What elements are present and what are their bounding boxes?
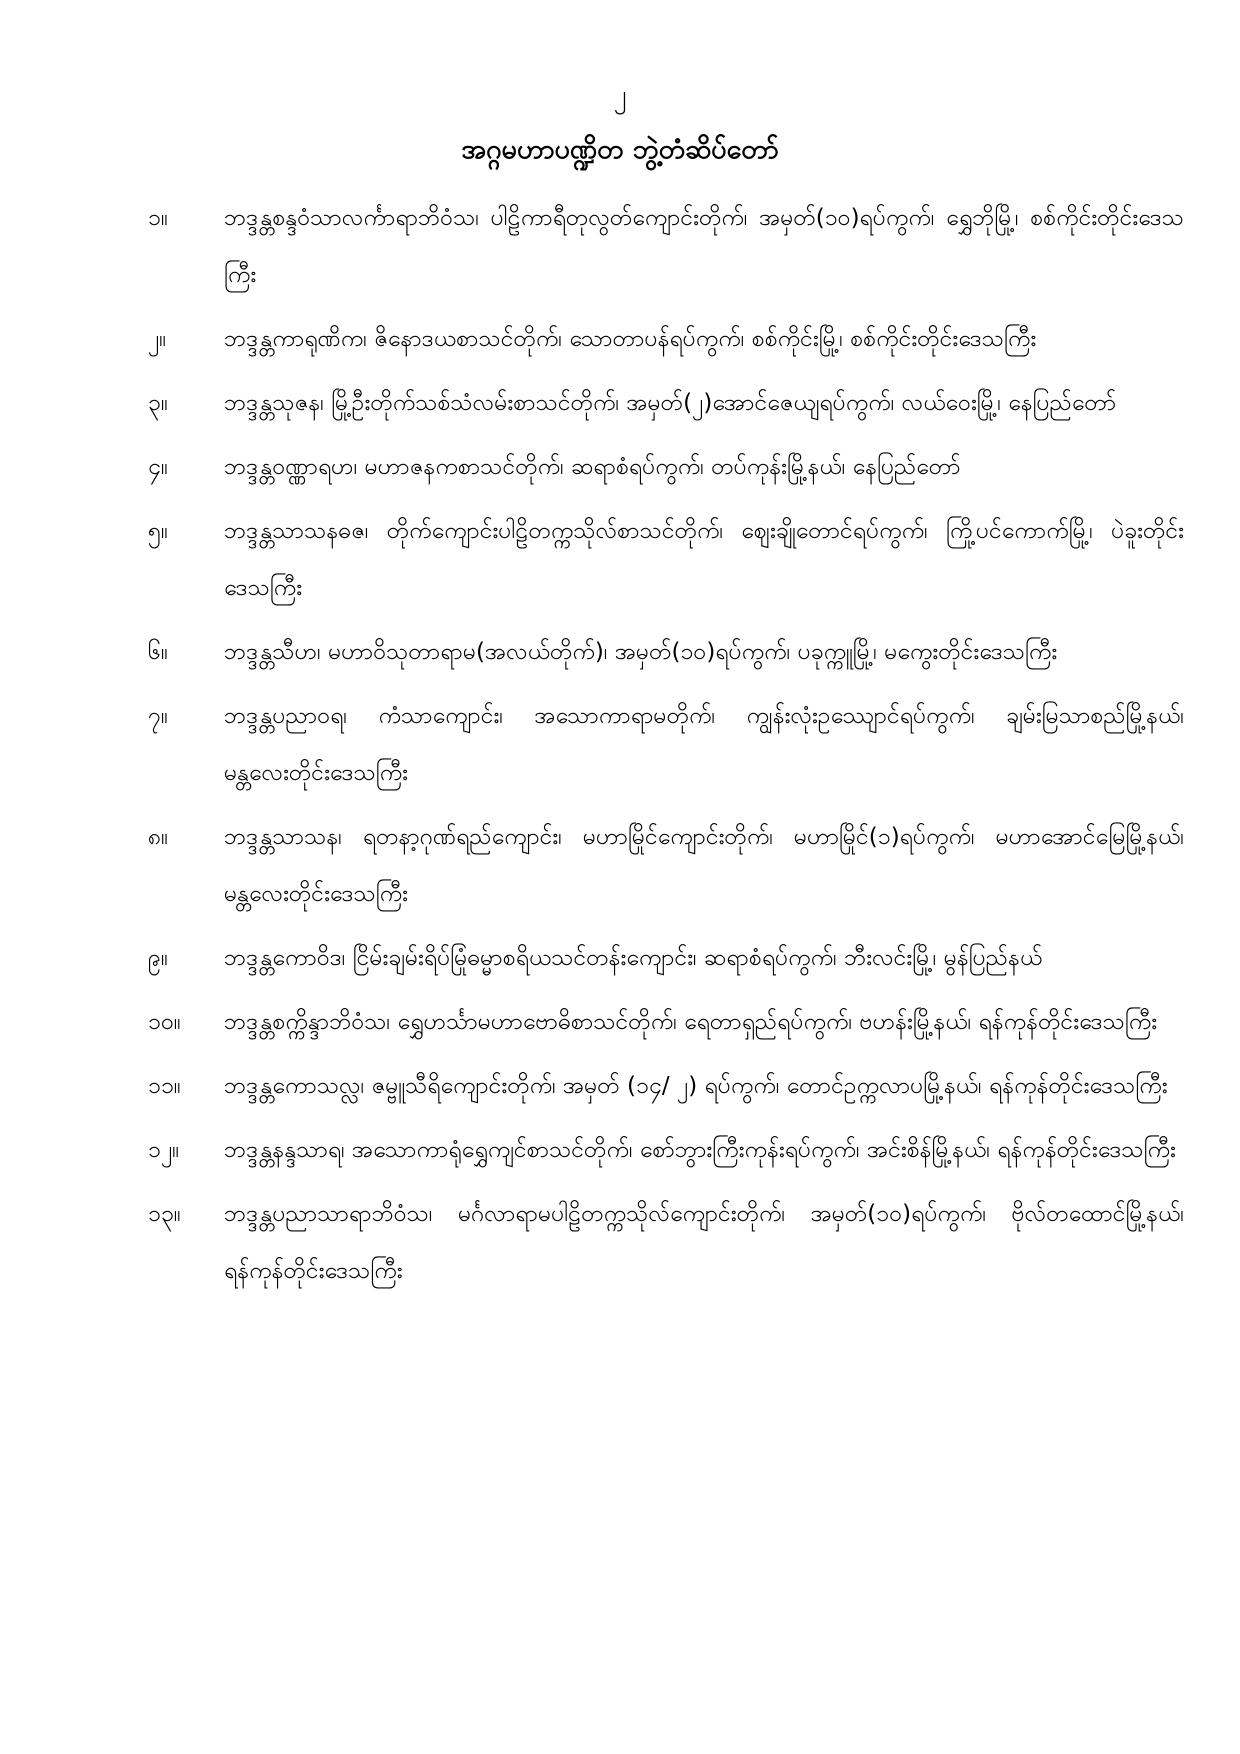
list-item	[0, 809, 1240, 923]
entry-text: ဘဒ္ဒန္တကာရုဏိက၊ ဇိနောဒယစာသင်တိုက်၊ သောတာပန်ရပ်ကွက်၊ စစ်ကိုင်းမြို့၊ စစ်ကိုင်းတိုင်းဒေသကြီး	[224, 326, 1037, 352]
entry-number: ၄။	[148, 454, 168, 480]
entry-text: ဘဒ္ဒန္တပညာဝရ၊ ကံသာကျောင်း၊ အသောကာရာမတိုက်၊ ကျွန်းလုံးဥဿျောင်ရပ်ကွက်၊ ချမ်းမြသာစည်မြို့နယ်၊ မန္တလေးတိုင်းဒေသကြီး	[224, 703, 1184, 786]
entry-text: ဘဒ္ဒန္တသာသန၊ ရတနာ့ဂုဏ်ရည်ကျောင်း၊ မဟာမြိုင်ကျောင်းတိုက်၊ မဟာမြိုင်(၁)ရပ်ကွက်၊ မဟာအောင်မြေမြို့နယ်၊ မန္တလေးတိုင်းဒေသကြီး	[224, 824, 1184, 907]
entry-text: ဘဒ္ဒန္တကောသလ္လ၊ ဇမ္ဗူသီရိကျောင်းတိုက်၊ အမှတ် (၁၄/ ၂) ရပ်ကွက်၊ တောင်ဥက္ကလာပမြို့နယ်၊ ရန်ကုန်တိုင်းဒေသကြီး	[224, 1073, 1168, 1099]
entry-text: ဘဒ္ဒန္တကောဝိဒ၊ ငြိမ်းချမ်းရိပ်မြုံဓမ္မာစရိယသင်တန်းကျောင်း၊ ဆရာစံရပ်ကွက်၊ ဘီးလင်းမြို့၊ မွန်ပြည်နယ်	[224, 945, 1043, 971]
list-item	[0, 190, 1240, 304]
list-item	[0, 503, 1240, 617]
list-item	[0, 994, 1240, 1051]
entry-number: ၉။	[148, 945, 168, 971]
list-item	[0, 439, 1240, 496]
list-item	[0, 1186, 1240, 1300]
entry-text: ဘဒ္ဒန္တသာသနဓဇ၊ တိုက်ကျောင်းပါဠိတက္ကသိုလ်စာသင်တိုက်၊ ဈေးချိုတောင်ရပ်ကွက်၊ ကြို့ပင်ကောက်မြို့၊ ပဲခူးတိုင်းဒေသကြီး	[224, 518, 1184, 601]
list-item	[0, 375, 1240, 432]
entry-text: ဘဒ္ဒန္တဝဏ္ဏာရဟ၊ မဟာဇနကစာသင်တိုက်၊ ဆရာစံရပ်ကွက်၊ တပ်ကုန်းမြို့နယ်၊ နေပြည်တော်	[224, 454, 961, 480]
entry-text: ဘဒ္ဒန္တသီဟ၊ မဟာဝိသုတာရာမ(အလယ်တိုက်)၊ အမှတ်(၁၀)ရပ်ကွက်၊ ပခုက္ကူမြို့၊ မကွေးတိုင်းဒေသကြီး	[224, 639, 1058, 665]
entry-number: ၁။	[148, 205, 168, 231]
honoree-list	[0, 190, 1240, 1307]
entry-number: ၃။	[148, 390, 168, 416]
list-item	[0, 624, 1240, 681]
entry-number: ၈။	[148, 824, 169, 850]
list-item	[0, 688, 1240, 802]
entry-text: ဘဒ္ဒန္တစက္ကိန္ဒာဘိဝံသ၊ ရွှေဟင်္သာမဟာဗောဓိစာသင်တိုက်၊ ရေတာရှည်ရပ်ကွက်၊ ဗဟန်းမြို့နယ်၊ ရန်ကုန်တိုင်းဒေသကြီး	[224, 1009, 1158, 1035]
entry-number: ၁၂။	[148, 1137, 180, 1163]
list-item	[0, 1058, 1240, 1115]
entry-number: ၆။	[148, 639, 168, 665]
entry-number: ၁၀။	[148, 1009, 181, 1035]
entry-number: ၇။	[148, 703, 168, 729]
list-item	[0, 311, 1240, 368]
list-item	[0, 930, 1240, 987]
entry-text: ဘဒ္ဒန္တစန္ဒဝံသာလင်္ကာရာဘိဝံသ၊ ပါဠိကာရီတုလွတ်ကျောင်းတိုက်၊ အမှတ်(၁၀)ရပ်ကွက်၊ ရွှေဘိုမြို့၊ စစ်ကိုင်းတိုင်းဒေသကြီး	[224, 205, 1184, 288]
entry-number: ၁၁။	[148, 1073, 181, 1099]
document-title: အဂ္ဂမဟာပဏ္ဍိတ ဘွဲ့တံဆိပ်တော်	[461, 134, 779, 165]
entry-number: ၂။	[148, 326, 167, 352]
list-item	[0, 1122, 1240, 1179]
entry-text: ဘဒ္ဒန္တပညာသာရာဘိဝံသ၊ မင်္ဂလာရာမပါဠိတက္ကသိုလ်ကျောင်းတိုက်၊ အမှတ်(၁၀)ရပ်ကွက်၊ ဗိုလ်တထောင်မြို့နယ်၊ ရန်ကုန်တိုင်းဒေသကြီး	[224, 1201, 1184, 1284]
page-number: ၂	[613, 80, 627, 110]
entry-text: ဘဒ္ဒန္တနန္ဒသာရ၊ အသောကာရုံရွှေကျင်စာသင်တိုက်၊ စော်ဘွားကြီးကုန်းရပ်ကွက်၊ အင်းစိန်မြို့နယ်၊ ရန်ကုန်တိုင်းဒေသကြီး	[224, 1137, 1176, 1163]
entry-number: ၅။	[148, 518, 168, 544]
entry-number: ၁၃။	[148, 1201, 181, 1227]
entry-text: ဘဒ္ဒန္တသုဇန၊ မြို့ဦးတိုက်သစ်သံလမ်းစာသင်တိုက်၊ အမှတ်(၂)အောင်ဇေယျရပ်ကွက်၊ လယ်ဝေးမြို့၊ နေပြည်တော်	[224, 390, 1117, 416]
